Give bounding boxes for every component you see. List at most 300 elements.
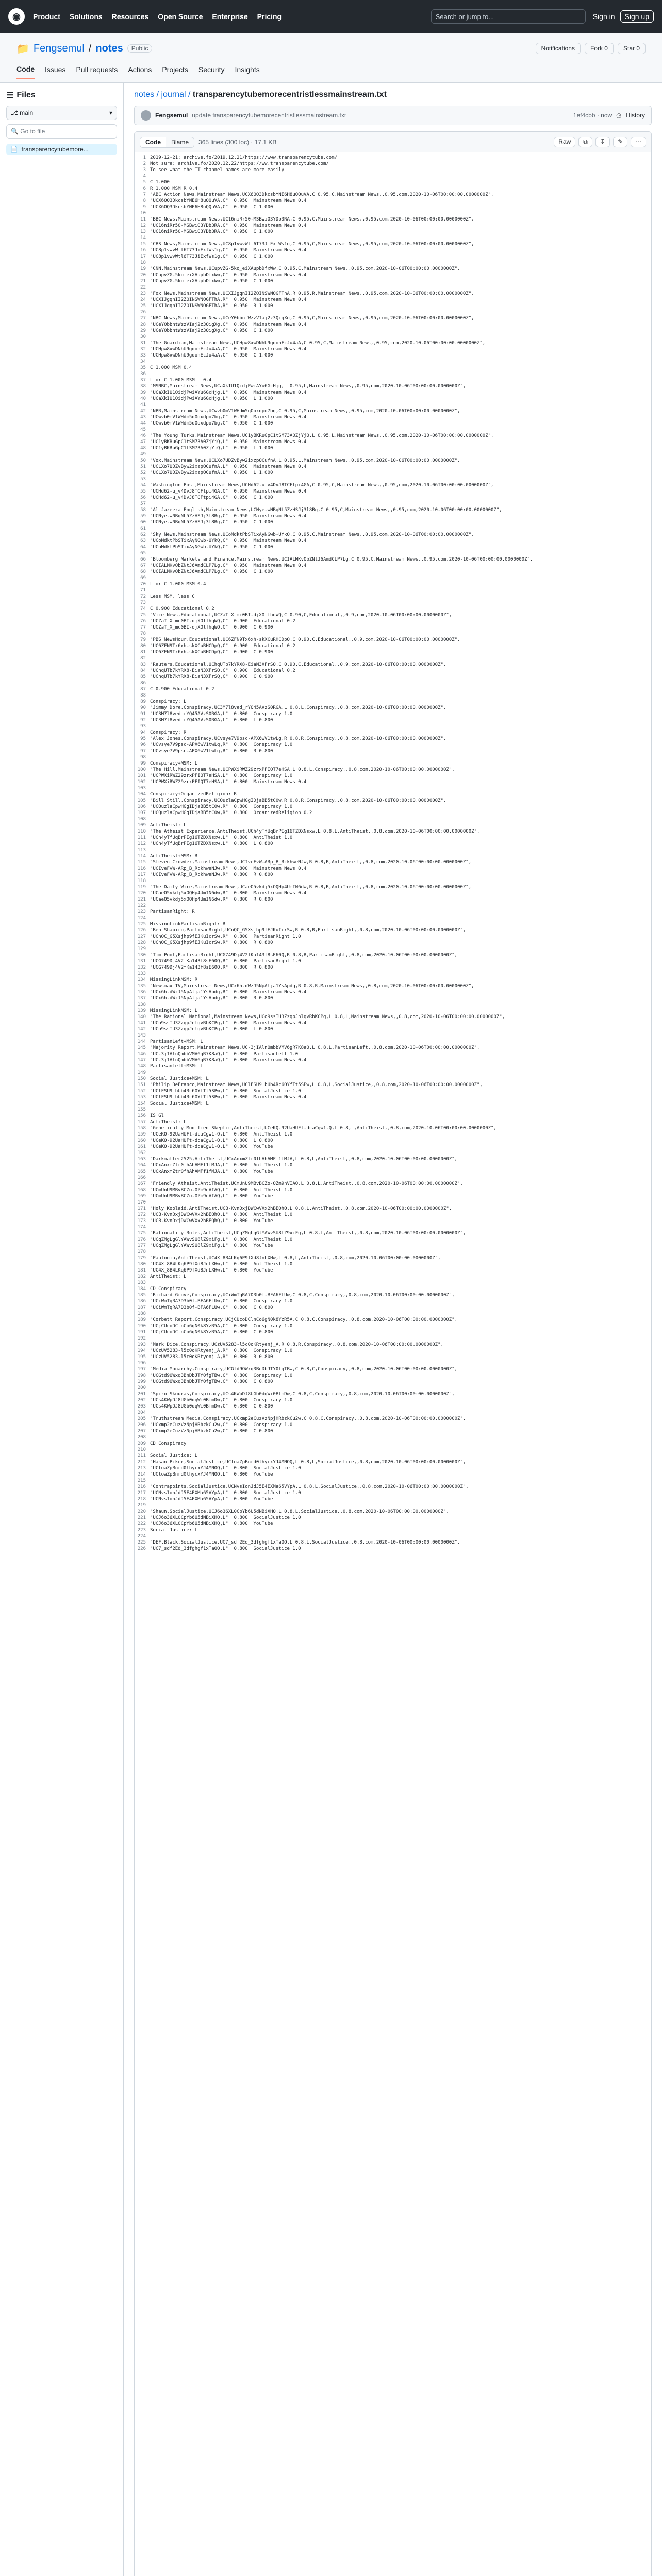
line-number[interactable]: 25 [140, 303, 146, 309]
line-number[interactable]: 115 [137, 860, 146, 865]
line-number[interactable]: 171 [137, 1206, 146, 1211]
repo-action-star-button[interactable]: Star 0 [618, 43, 646, 54]
sign-up-button[interactable]: Sign up [620, 10, 654, 23]
line-number[interactable]: 135 [137, 984, 146, 989]
line-number[interactable]: 119 [137, 885, 146, 890]
code-line [135, 785, 651, 791]
line-number[interactable]: 175 [137, 1231, 146, 1236]
line-number[interactable]: 164 [137, 1163, 146, 1168]
commit-author-link[interactable]: Fengsemul [155, 112, 188, 119]
commit-message-link[interactable]: update transparencytubemorecentristlessmainstream.txt [192, 112, 346, 119]
line-number[interactable]: 201 [137, 1392, 146, 1397]
line-number[interactable]: 224 [137, 1534, 146, 1539]
nav-item-product[interactable]: Product [33, 12, 60, 21]
line-number[interactable]: 136 [137, 990, 146, 995]
line-number[interactable]: 143 [137, 1033, 146, 1038]
line-number[interactable]: 51 [140, 464, 146, 469]
line-number[interactable]: 203 [137, 1404, 146, 1409]
line-number[interactable]: 36 [140, 371, 146, 377]
line-number[interactable]: 81 [140, 650, 146, 655]
repo-owner-link[interactable]: Fengsemul [33, 42, 85, 54]
go-to-file-input[interactable] [6, 124, 117, 139]
line-number[interactable]: 89 [140, 699, 146, 704]
nav-item-solutions[interactable]: Solutions [69, 12, 103, 21]
branch-select[interactable] [6, 106, 117, 120]
line-number[interactable]: 30 [140, 334, 146, 340]
line-number[interactable]: 3 [143, 167, 146, 173]
line-number[interactable]: 170 [137, 1200, 146, 1205]
code-line [135, 1026, 651, 1032]
line-number[interactable]: 222 [137, 1521, 146, 1527]
line-number[interactable]: 17 [140, 254, 146, 259]
tab-code[interactable]: Code [16, 65, 35, 79]
line-number[interactable]: 47 [140, 439, 146, 445]
line-number[interactable]: 223 [137, 1528, 146, 1533]
line-number[interactable]: 129 [137, 946, 146, 952]
line-number[interactable]: 74 [140, 606, 146, 612]
line-number[interactable]: 96 [140, 742, 146, 748]
code-line [135, 155, 651, 161]
line-number[interactable]: 6 [143, 186, 146, 191]
line-number[interactable]: 84 [140, 668, 146, 673]
line-text: Conspiracy: L [150, 699, 187, 704]
line-number[interactable]: 154 [137, 1101, 146, 1106]
line-number[interactable]: 24 [140, 297, 146, 302]
line-number[interactable]: 127 [137, 934, 146, 939]
nav-item-open-source[interactable]: Open Source [158, 12, 203, 21]
line-number[interactable]: 67 [140, 563, 146, 568]
line-number[interactable]: 186 [137, 1299, 146, 1304]
line-number[interactable]: 108 [137, 817, 146, 822]
line-number[interactable]: 215 [137, 1478, 146, 1483]
line-text: "UCvsye7V9psc-APX6wV1twLg,R" 0.800 R 0.800 [150, 749, 273, 754]
line-number[interactable]: 199 [137, 1379, 146, 1384]
commit-meta: 1ef4cbb · now [573, 112, 613, 119]
line-number[interactable]: 118 [137, 878, 146, 884]
line-number[interactable]: 27 [140, 316, 146, 321]
line-number[interactable]: 16 [140, 248, 146, 253]
line-number[interactable]: 187 [137, 1305, 146, 1310]
line-number[interactable]: 42 [140, 409, 146, 414]
line-number[interactable]: 13 [140, 229, 146, 234]
line-number[interactable]: 152 [137, 1089, 146, 1094]
line-number[interactable]: 183 [137, 1280, 146, 1285]
line-number[interactable]: 8 [143, 198, 146, 204]
raw-button[interactable]: Raw [554, 137, 575, 147]
line-number[interactable]: 122 [137, 903, 146, 908]
line-number[interactable]: 76 [140, 619, 146, 624]
line-number[interactable]: 64 [140, 545, 146, 550]
line-number[interactable]: 149 [137, 1070, 146, 1075]
line-number[interactable]: 168 [137, 1188, 146, 1193]
line-number[interactable]: 221 [137, 1515, 146, 1520]
line-number[interactable]: 172 [137, 1212, 146, 1217]
global-search-input[interactable]: Search or jump to... [431, 9, 586, 24]
line-number[interactable]: 39 [140, 390, 146, 395]
line-number[interactable]: 60 [140, 520, 146, 525]
repo-action-fork-button[interactable]: Fork 0 [585, 43, 614, 54]
line-number[interactable]: 144 [137, 1039, 146, 1044]
tree-item-current-file[interactable] [6, 144, 117, 155]
avatar[interactable] [141, 110, 151, 121]
line-number[interactable]: 56 [140, 495, 146, 500]
line-number[interactable]: 212 [137, 1460, 146, 1465]
line-number[interactable]: 2 [143, 161, 146, 166]
line-number[interactable]: 146 [137, 1052, 146, 1057]
line-text: "UCupvZG-5ko_eiXAupbDfxWw,C" 0.950 C 1.000 [150, 279, 273, 284]
line-text: "UCXIJgqnII2ZOINSWNOGFThA,R" 0.950 Mainstream News 0.4 [150, 297, 307, 302]
code-line [135, 878, 651, 884]
line-number[interactable]: 33 [140, 353, 146, 358]
line-number[interactable]: 77 [140, 625, 146, 630]
line-number[interactable]: 225 [137, 1540, 146, 1545]
line-number[interactable]: 19 [140, 266, 146, 272]
line-number[interactable]: 94 [140, 730, 146, 735]
line-number[interactable]: 35 [140, 365, 146, 370]
line-number[interactable]: 162 [137, 1150, 146, 1156]
line-number[interactable]: 80 [140, 643, 146, 649]
line-number[interactable]: 116 [137, 866, 146, 871]
line-number[interactable]: 132 [137, 965, 146, 970]
line-number[interactable]: 191 [137, 1330, 146, 1335]
line-number[interactable]: 86 [140, 681, 146, 686]
line-text: MissingLinkMSM: L [150, 1008, 198, 1013]
line-number[interactable]: 141 [137, 1021, 146, 1026]
code-line [135, 736, 651, 742]
line-number[interactable]: 131 [137, 959, 146, 964]
line-number[interactable]: 184 [137, 1286, 146, 1292]
line-number[interactable]: 200 [137, 1385, 146, 1391]
code-line [135, 927, 651, 934]
line-text: Conspiracy: R [150, 730, 187, 735]
line-number[interactable]: 188 [137, 1311, 146, 1316]
line-number[interactable]: 43 [140, 415, 146, 420]
line-number[interactable]: 156 [137, 1113, 146, 1118]
line-number[interactable]: 58 [140, 507, 146, 513]
code-line [135, 1546, 651, 1552]
line-number[interactable]: 123 [137, 909, 146, 914]
line-number[interactable]: 9 [143, 205, 146, 210]
line-number[interactable]: 88 [140, 693, 146, 698]
line-number[interactable]: 134 [137, 977, 146, 982]
line-number[interactable]: 95 [140, 736, 146, 741]
line-number[interactable]: 22 [140, 285, 146, 290]
tab-projects[interactable]: Projects [162, 65, 188, 74]
line-number[interactable]: 151 [137, 1082, 146, 1088]
line-number[interactable]: 5 [143, 180, 146, 185]
line-number[interactable]: 194 [137, 1348, 146, 1353]
line-number[interactable]: 34 [140, 359, 146, 364]
nav-item-enterprise[interactable]: Enterprise [212, 12, 248, 21]
line-number[interactable]: 53 [140, 477, 146, 482]
nav-item-pricing[interactable]: Pricing [257, 12, 282, 21]
line-number[interactable]: 73 [140, 600, 146, 605]
file-tree-sidebar [0, 83, 124, 2576]
line-number[interactable]: 198 [137, 1373, 146, 1378]
line-number[interactable]: 218 [137, 1497, 146, 1502]
repo-action-notifications-button[interactable]: Notifications [536, 43, 581, 54]
line-number[interactable]: 165 [137, 1169, 146, 1174]
line-number[interactable]: 114 [137, 854, 146, 859]
tab-insights[interactable]: Insights [235, 65, 260, 74]
line-number[interactable]: 163 [137, 1157, 146, 1162]
line-number[interactable]: 31 [140, 341, 146, 346]
line-number[interactable]: 55 [140, 489, 146, 494]
branch-label: main [20, 109, 34, 116]
line-number[interactable]: 78 [140, 631, 146, 636]
line-number[interactable]: 130 [137, 953, 146, 958]
line-number[interactable]: 158 [137, 1126, 146, 1131]
line-number[interactable]: 148 [137, 1064, 146, 1069]
line-number[interactable]: 208 [137, 1435, 146, 1440]
line-number[interactable]: 107 [137, 810, 146, 816]
line-number[interactable]: 106 [137, 804, 146, 809]
line-number[interactable]: 182 [137, 1274, 146, 1279]
line-number[interactable]: 153 [137, 1095, 146, 1100]
line-number[interactable]: 196 [137, 1361, 146, 1366]
line-number[interactable]: 46 [140, 433, 146, 438]
line-number[interactable]: 193 [137, 1342, 146, 1347]
line-number[interactable]: 103 [137, 786, 146, 791]
line-number[interactable]: 140 [137, 1014, 146, 1020]
tab-security[interactable]: Security [198, 65, 225, 74]
line-number[interactable]: 147 [137, 1058, 146, 1063]
line-number[interactable]: 113 [137, 848, 146, 853]
line-number[interactable]: 102 [137, 779, 146, 785]
line-number[interactable]: 37 [140, 378, 146, 383]
line-number[interactable]: 75 [140, 613, 146, 618]
line-number[interactable]: 59 [140, 514, 146, 519]
tab-actions[interactable]: Actions [128, 65, 152, 74]
tab-pull-requests[interactable]: Pull requests [76, 65, 118, 74]
line-number[interactable]: 189 [137, 1317, 146, 1323]
line-text: "Friendly Atheist,AntiTheist,UCmUnU9MBvBCZo-OZm9nVIAQ,L 0.8,L,AntiTheist,,0.8,com,2020-10-06T00:00:00.0000000Z", [150, 1181, 463, 1187]
code-view-tab[interactable]: Code [140, 137, 166, 147]
line-number[interactable]: 204 [137, 1410, 146, 1415]
line-text: Conspiracy+OrganizedReligion: R [150, 792, 237, 797]
line-text: "UCeY0bbntWzzVIaj2z3QigXg,C" 0.950 C 1.000 [150, 328, 273, 333]
line-number[interactable]: 10 [140, 211, 146, 216]
repo-name-link[interactable]: notes [95, 42, 123, 54]
line-number[interactable]: 71 [140, 588, 146, 593]
line-number[interactable]: 52 [140, 470, 146, 476]
line-number[interactable]: 66 [140, 557, 146, 562]
line-number[interactable]: 38 [140, 384, 146, 389]
line-number[interactable]: 126 [137, 928, 146, 933]
line-number[interactable]: 21 [140, 279, 146, 284]
breadcrumb-repo-link[interactable]: notes [134, 90, 155, 99]
more-options-icon[interactable]: ⋯ [631, 137, 646, 147]
breadcrumb: notes / journal / transparencytubemorecentristlessmainstream.txt [134, 90, 387, 99]
line-number[interactable]: 226 [137, 1546, 146, 1551]
line-number[interactable]: 145 [137, 1045, 146, 1050]
code-line [135, 1397, 651, 1403]
line-text: C 0.900 Educational 0.2 [150, 606, 214, 612]
line-number[interactable]: 92 [140, 718, 146, 723]
line-number[interactable]: 1 [143, 155, 146, 160]
line-number[interactable]: 26 [140, 310, 146, 315]
line-number[interactable]: 72 [140, 594, 146, 599]
code-line [135, 1317, 651, 1323]
line-number[interactable]: 50 [140, 458, 146, 463]
line-number[interactable]: 190 [137, 1324, 146, 1329]
line-number[interactable]: 110 [137, 829, 146, 834]
line-number[interactable]: 65 [140, 551, 146, 556]
line-number[interactable]: 211 [137, 1453, 146, 1459]
line-number[interactable]: 160 [137, 1138, 146, 1143]
sign-in-link[interactable]: Sign in [592, 12, 615, 21]
line-number[interactable]: 214 [137, 1472, 146, 1477]
line-number[interactable]: 87 [140, 687, 146, 692]
line-number[interactable]: 220 [137, 1509, 146, 1514]
line-number[interactable]: 109 [137, 823, 146, 828]
line-number[interactable]: 219 [137, 1503, 146, 1508]
code-line [135, 1261, 651, 1267]
line-number[interactable]: 207 [137, 1429, 146, 1434]
line-number[interactable]: 44 [140, 421, 146, 426]
line-number[interactable]: 174 [137, 1225, 146, 1230]
repo-actions [536, 43, 646, 54]
line-number[interactable]: 138 [137, 1002, 146, 1007]
line-number[interactable]: 45 [140, 427, 146, 432]
line-number[interactable]: 98 [140, 755, 146, 760]
line-number[interactable]: 70 [140, 582, 146, 587]
breadcrumb-folder-link[interactable]: journal [161, 90, 186, 99]
line-text: "UCHd62-u_v4DvJ8TCFtpi4GA,C" 0.950 C 1.000 [150, 495, 273, 500]
line-number[interactable]: 120 [137, 891, 146, 896]
line-number[interactable]: 121 [137, 897, 146, 902]
line-number[interactable]: 11 [140, 217, 146, 222]
line-number[interactable]: 133 [137, 971, 146, 976]
line-number[interactable]: 181 [137, 1268, 146, 1273]
line-number[interactable]: 166 [137, 1175, 146, 1180]
line-number[interactable]: 54 [140, 483, 146, 488]
line-number[interactable]: 104 [137, 792, 146, 797]
line-number[interactable]: 167 [137, 1181, 146, 1187]
line-number[interactable]: 69 [140, 575, 146, 581]
line-number[interactable]: 68 [140, 569, 146, 574]
line-number[interactable]: 41 [140, 402, 146, 408]
line-number[interactable]: 57 [140, 501, 146, 506]
line-number[interactable]: 209 [137, 1441, 146, 1446]
blame-view-tab[interactable]: Blame [171, 138, 189, 146]
line-number[interactable]: 14 [140, 235, 146, 241]
line-number[interactable]: 142 [137, 1027, 146, 1032]
line-number[interactable]: 91 [140, 711, 146, 717]
line-number[interactable]: 61 [140, 526, 146, 531]
line-number[interactable]: 202 [137, 1398, 146, 1403]
line-text: "UCIALMKvObZNtJ6AmdCLP7Lg,C" 0.950 C 1.000 [150, 569, 273, 574]
code-line [135, 1539, 651, 1546]
line-number[interactable]: 97 [140, 749, 146, 754]
line-number[interactable]: 101 [137, 773, 146, 778]
line-number[interactable]: 185 [137, 1293, 146, 1298]
line-number[interactable]: 32 [140, 347, 146, 352]
sidebar-toggle-icon[interactable]: ☰ [6, 91, 14, 100]
line-number[interactable]: 155 [137, 1107, 146, 1112]
line-number[interactable]: 217 [137, 1490, 146, 1496]
line-number[interactable]: 83 [140, 662, 146, 667]
line-number[interactable]: 192 [137, 1336, 146, 1341]
line-number[interactable]: 157 [137, 1120, 146, 1125]
code-line [135, 773, 651, 779]
line-number[interactable]: 62 [140, 532, 146, 537]
line-number[interactable]: 93 [140, 724, 146, 729]
line-number[interactable]: 178 [137, 1249, 146, 1255]
line-number[interactable]: 90 [140, 705, 146, 710]
line-number[interactable]: 180 [137, 1262, 146, 1267]
line-text: Conspiracy+MSM: L [150, 761, 198, 766]
line-number[interactable]: 29 [140, 328, 146, 333]
line-number[interactable]: 85 [140, 674, 146, 680]
line-number[interactable]: 179 [137, 1256, 146, 1261]
line-number[interactable]: 105 [137, 798, 146, 803]
line-number[interactable]: 159 [137, 1132, 146, 1137]
line-number[interactable]: 161 [137, 1144, 146, 1149]
line-number[interactable]: 48 [140, 446, 146, 451]
line-number[interactable]: 125 [137, 922, 146, 927]
line-text: "UCxAnxmZtr0fhAhAMFf1fMJA,L" 0.800 YouTube [150, 1169, 273, 1174]
edit-icon[interactable]: ✎ [613, 137, 627, 147]
line-number[interactable]: 195 [137, 1354, 146, 1360]
line-text: Not sure: archive.fo/2020.12.22/https://ww.transparencytube.com/ [150, 161, 329, 166]
line-number[interactable]: 40 [140, 396, 146, 401]
download-icon[interactable]: ↧ [595, 137, 610, 147]
line-number[interactable]: 12 [140, 223, 146, 228]
history-link[interactable]: History [625, 112, 645, 119]
line-number[interactable]: 28 [140, 322, 146, 327]
line-number[interactable]: 79 [140, 637, 146, 642]
nav-item-resources[interactable]: Resources [111, 12, 149, 21]
line-number[interactable]: 206 [137, 1422, 146, 1428]
line-number[interactable]: 216 [137, 1484, 146, 1489]
line-number[interactable]: 137 [137, 996, 146, 1001]
github-logo-icon[interactable]: ◉ [8, 8, 25, 25]
line-number[interactable]: 4 [143, 174, 146, 179]
line-number[interactable]: 124 [137, 916, 146, 921]
line-number[interactable]: 112 [137, 841, 146, 846]
line-number[interactable]: 173 [137, 1218, 146, 1224]
line-number[interactable]: 213 [137, 1466, 146, 1471]
line-number[interactable]: 23 [140, 291, 146, 296]
line-number[interactable]: 15 [140, 242, 146, 247]
line-number[interactable]: 20 [140, 273, 146, 278]
line-number[interactable]: 128 [137, 940, 146, 945]
line-number[interactable]: 210 [137, 1447, 146, 1452]
line-number[interactable]: 63 [140, 538, 146, 544]
line-number[interactable]: 176 [137, 1237, 146, 1242]
line-number[interactable]: 169 [137, 1194, 146, 1199]
line-number[interactable]: 177 [137, 1243, 146, 1248]
code-line [135, 1292, 651, 1298]
line-number[interactable]: 117 [137, 872, 146, 877]
line-number[interactable]: 111 [137, 835, 146, 840]
line-number[interactable]: 18 [140, 260, 146, 265]
line-number[interactable]: 139 [137, 1008, 146, 1013]
line-number[interactable]: 205 [137, 1416, 146, 1421]
line-number[interactable]: 49 [140, 452, 146, 457]
line-text: "UCtoaZpBnrd0lhycxYJ4MNOQ,L" 0.800 SocialJustice 1.0 [150, 1466, 301, 1471]
copy-icon[interactable]: ⧉ [578, 137, 592, 147]
line-text: "UCQuzlaCpwHGgIDjaBB5tC0w,R" 0.800 Conspiracy 1.0 [150, 804, 293, 809]
line-number[interactable]: 197 [137, 1367, 146, 1372]
line-number[interactable]: 150 [137, 1076, 146, 1081]
line-number[interactable]: 82 [140, 656, 146, 661]
line-number[interactable]: 99 [140, 761, 146, 766]
line-number[interactable]: 7 [143, 192, 146, 197]
line-number[interactable]: 100 [137, 767, 146, 772]
tab-issues[interactable]: Issues [45, 65, 66, 74]
